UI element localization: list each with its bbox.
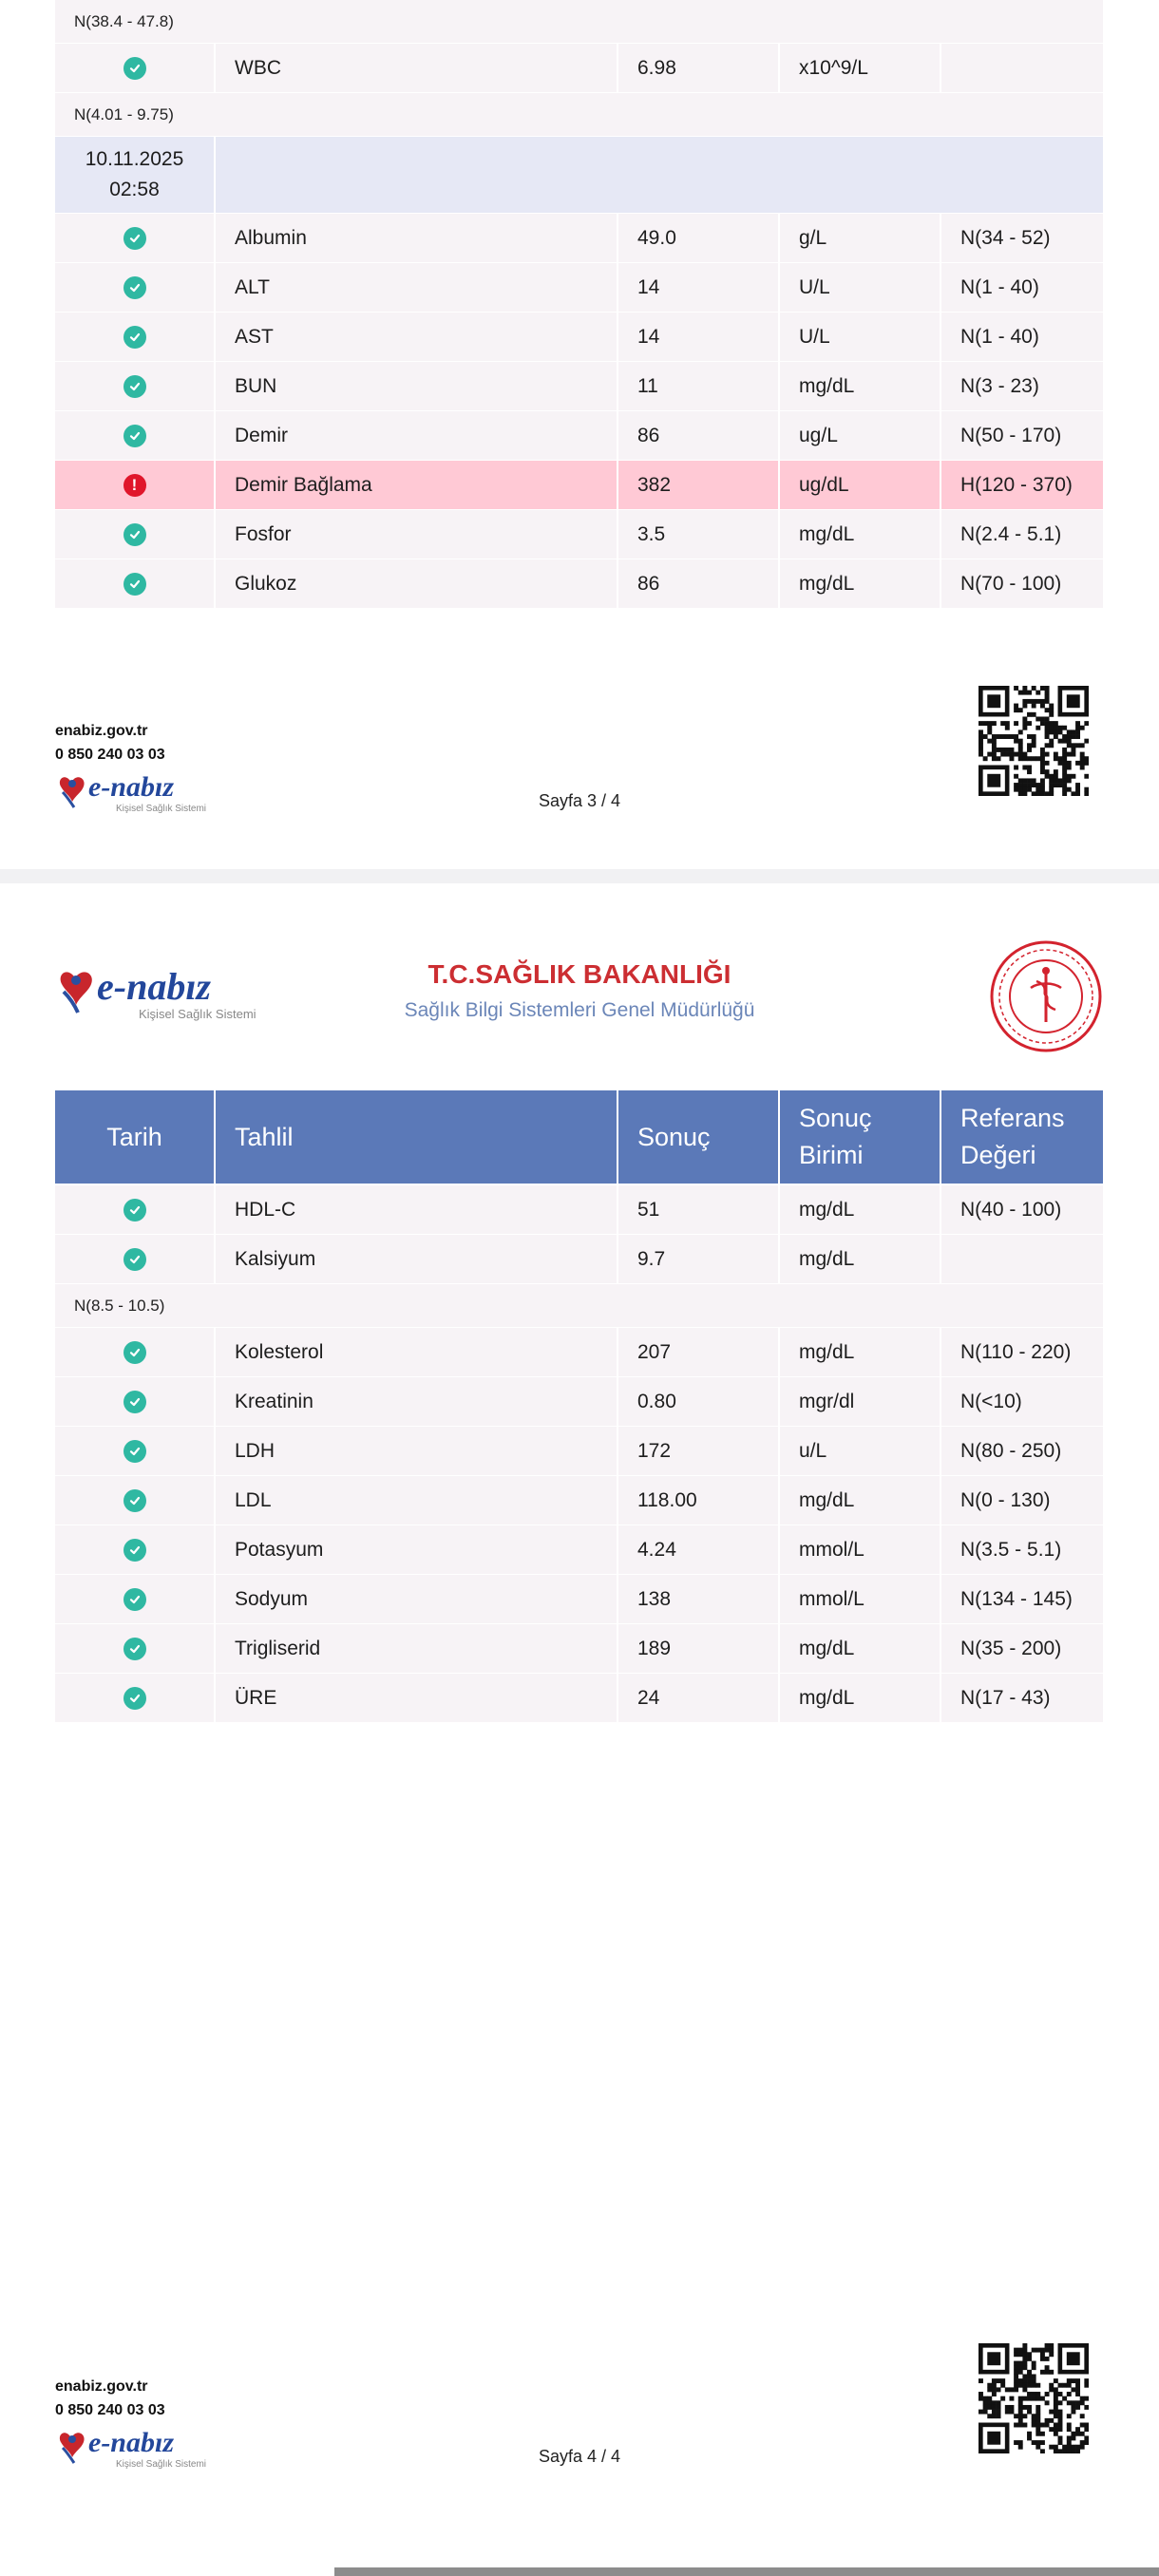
svg-text:Kişisel Sağlık Sistemi: Kişisel Sağlık Sistemi — [116, 804, 207, 814]
test-result: 14 — [618, 313, 778, 361]
table-row — [55, 1235, 1103, 1283]
test-unit: mg/dL — [780, 1476, 940, 1525]
check-circle-icon — [124, 523, 146, 546]
report-page-3 — [0, 0, 1159, 869]
enabiz-logo — [57, 961, 280, 1024]
test-name: AST — [216, 313, 617, 361]
check-circle-icon — [124, 573, 146, 596]
date-group-row — [55, 137, 1103, 213]
check-circle-icon — [124, 1391, 146, 1413]
test-unit: U/L — [780, 263, 940, 312]
test-result: 138 — [618, 1575, 778, 1623]
svg-text:Kişisel Sağlık Sistemi: Kişisel Sağlık Sistemi — [116, 2459, 207, 2470]
qr-code — [978, 2343, 1089, 2453]
test-name: Potasyum — [216, 1525, 617, 1574]
test-unit: mg/dL — [780, 1328, 940, 1376]
table-row — [55, 1525, 1103, 1574]
alert-circle-icon: ! — [124, 474, 146, 497]
test-unit: x10^9/L — [780, 44, 940, 92]
test-result: 24 — [618, 1674, 778, 1722]
test-reference: N(80 - 250) — [941, 1427, 1103, 1475]
test-result: 6.98 — [618, 44, 778, 92]
test-reference: N(<10) — [941, 1377, 1103, 1426]
test-reference: N(1 - 40) — [941, 313, 1103, 361]
test-reference: N(50 - 170) — [941, 411, 1103, 460]
svg-text:e-nabız: e-nabız — [88, 771, 174, 803]
test-name: WBC — [216, 44, 617, 92]
reference-note: N(4.01 - 9.75) — [55, 93, 1103, 136]
check-circle-icon — [124, 1440, 146, 1463]
test-name: BUN — [216, 362, 617, 410]
footer-phone: 0 850 240 03 03 — [55, 747, 165, 763]
footer-phone: 0 850 240 03 03 — [55, 2402, 165, 2418]
test-unit: g/L — [780, 214, 940, 262]
test-result: 49.0 — [618, 214, 778, 262]
check-circle-icon — [124, 1539, 146, 1562]
test-result: 86 — [618, 411, 778, 460]
test-name: Kalsiyum — [216, 1235, 617, 1283]
test-result: 14 — [618, 263, 778, 312]
test-name: HDL-C — [216, 1185, 617, 1234]
check-circle-icon — [124, 1489, 146, 1512]
results-table-page-4 — [55, 1090, 1103, 1723]
test-name: Demir Bağlama — [216, 461, 617, 509]
test-reference: N(70 - 100) — [941, 559, 1103, 608]
test-result: 189 — [618, 1624, 778, 1673]
test-name: Demir — [216, 411, 617, 460]
ministry-title: T.C.SAĞLIK BAKANLIĞI — [428, 959, 732, 989]
test-reference: N(1 - 40) — [941, 263, 1103, 312]
table-row — [55, 313, 1103, 361]
enabiz-logo — [57, 2423, 223, 2472]
footer-website: enabiz.gov.tr — [55, 723, 148, 739]
test-result: 118.00 — [618, 1476, 778, 1525]
footer-contact — [55, 2375, 165, 2422]
check-circle-icon — [124, 1687, 146, 1710]
table-row-abnormal — [55, 461, 1103, 509]
results-rows — [55, 214, 1103, 608]
enabiz-logo — [57, 767, 223, 817]
check-circle-icon — [124, 1638, 146, 1660]
test-reference: H(120 - 370) — [941, 461, 1103, 509]
table-row — [55, 362, 1103, 410]
test-reference: N(40 - 100) — [941, 1185, 1103, 1234]
svg-text:e-nabız: e-nabız — [88, 2427, 174, 2458]
results-rows — [55, 1185, 1103, 1283]
footer-contact — [55, 719, 165, 767]
test-name: ÜRE — [216, 1674, 617, 1722]
check-circle-icon — [124, 1588, 146, 1611]
check-circle-icon — [124, 326, 146, 349]
test-unit: mmol/L — [780, 1525, 940, 1574]
test-name: Albumin — [216, 214, 617, 262]
test-reference: N(134 - 145) — [941, 1575, 1103, 1623]
table-row — [55, 1476, 1103, 1525]
table-row — [55, 510, 1103, 559]
test-reference: N(110 - 220) — [941, 1328, 1103, 1376]
column-header-unit: Sonuç Birimi — [780, 1090, 940, 1184]
ministry-seal-icon — [988, 938, 1104, 1054]
svg-text:Kişisel Sağlık Sistemi: Kişisel Sağlık Sistemi — [139, 1007, 256, 1021]
test-reference: N(0 - 130) — [941, 1476, 1103, 1525]
test-result: 9.7 — [618, 1235, 778, 1283]
test-result: 4.24 — [618, 1525, 778, 1574]
ministry-subtitle: Sağlık Bilgi Sistemleri Genel Müdürlüğü — [404, 999, 755, 1021]
test-name: Sodyum — [216, 1575, 617, 1623]
svg-text:e-nabız: e-nabız — [97, 965, 211, 1008]
test-name: Trigliserid — [216, 1624, 617, 1673]
test-result: 172 — [618, 1427, 778, 1475]
test-unit: ug/L — [780, 411, 940, 460]
footer-website: enabiz.gov.tr — [55, 2378, 148, 2395]
table-row — [55, 263, 1103, 312]
test-reference: N(34 - 52) — [941, 214, 1103, 262]
test-reference: N(2.4 - 5.1) — [941, 510, 1103, 559]
page-separator — [0, 869, 1159, 883]
test-unit: mmol/L — [780, 1575, 940, 1623]
test-unit: mgr/dl — [780, 1377, 940, 1426]
reference-note: N(38.4 - 47.8) — [55, 0, 1103, 43]
check-circle-icon — [124, 375, 146, 398]
qr-code — [978, 686, 1089, 796]
test-reference — [941, 1235, 1103, 1283]
page-number: Sayfa 4 / 4 — [538, 2447, 621, 2466]
test-name: Kreatinin — [216, 1377, 617, 1426]
test-name: Glukoz — [216, 559, 617, 608]
check-circle-icon — [124, 1248, 146, 1271]
check-circle-icon — [124, 1341, 146, 1364]
test-name: LDL — [216, 1476, 617, 1525]
table-row — [55, 1185, 1103, 1234]
test-date: 10.11.2025 02:58 — [55, 137, 214, 213]
check-circle-icon — [124, 276, 146, 299]
test-unit: ug/dL — [780, 461, 940, 509]
test-result: 207 — [618, 1328, 778, 1376]
column-header-reference: Referans Değeri — [941, 1090, 1103, 1184]
table-row — [55, 1377, 1103, 1426]
column-header-test: Tahlil — [216, 1090, 617, 1184]
test-unit: mg/dL — [780, 1235, 940, 1283]
test-result: 51 — [618, 1185, 778, 1234]
table-row — [55, 1624, 1103, 1673]
test-result: 11 — [618, 362, 778, 410]
test-unit: mg/dL — [780, 1674, 940, 1722]
test-name: Fosfor — [216, 510, 617, 559]
test-unit: mg/dL — [780, 559, 940, 608]
test-reference: N(3.5 - 5.1) — [941, 1525, 1103, 1574]
test-unit: U/L — [780, 313, 940, 361]
test-result: 3.5 — [618, 510, 778, 559]
table-row — [55, 559, 1103, 608]
column-header-result: Sonuç — [618, 1090, 778, 1184]
test-result: 382 — [618, 461, 778, 509]
table-row — [55, 1674, 1103, 1722]
check-circle-icon — [124, 227, 146, 250]
reference-note: N(8.5 - 10.5) — [55, 1284, 1103, 1327]
column-header-date: Tarih — [55, 1090, 214, 1184]
check-circle-icon — [124, 425, 146, 447]
test-reference — [941, 44, 1103, 92]
test-unit: mg/dL — [780, 1185, 940, 1234]
table-row — [55, 1328, 1103, 1376]
test-unit: mg/dL — [780, 362, 940, 410]
test-unit: mg/dL — [780, 1624, 940, 1673]
test-result: 86 — [618, 559, 778, 608]
table-row — [55, 44, 1103, 92]
test-name: Kolesterol — [216, 1328, 617, 1376]
test-name: ALT — [216, 263, 617, 312]
table-row — [55, 1427, 1103, 1475]
report-page-4 — [0, 883, 1159, 2576]
test-unit: mg/dL — [780, 510, 940, 559]
results-rows — [55, 1328, 1103, 1722]
results-table-page-3 — [55, 0, 1103, 609]
table-row — [55, 411, 1103, 460]
test-reference: N(35 - 200) — [941, 1624, 1103, 1673]
test-reference: N(3 - 23) — [941, 362, 1103, 410]
page-number: Sayfa 3 / 4 — [538, 791, 621, 810]
test-result: 0.80 — [618, 1377, 778, 1426]
check-circle-icon — [124, 1199, 146, 1222]
horizontal-scrollbar[interactable] — [334, 2567, 1159, 2576]
table-row — [55, 214, 1103, 262]
test-name: LDH — [216, 1427, 617, 1475]
table-header — [55, 1090, 1103, 1184]
table-row — [55, 1575, 1103, 1623]
test-reference: N(17 - 43) — [941, 1674, 1103, 1722]
test-unit: u/L — [780, 1427, 940, 1475]
check-circle-icon — [124, 57, 146, 80]
